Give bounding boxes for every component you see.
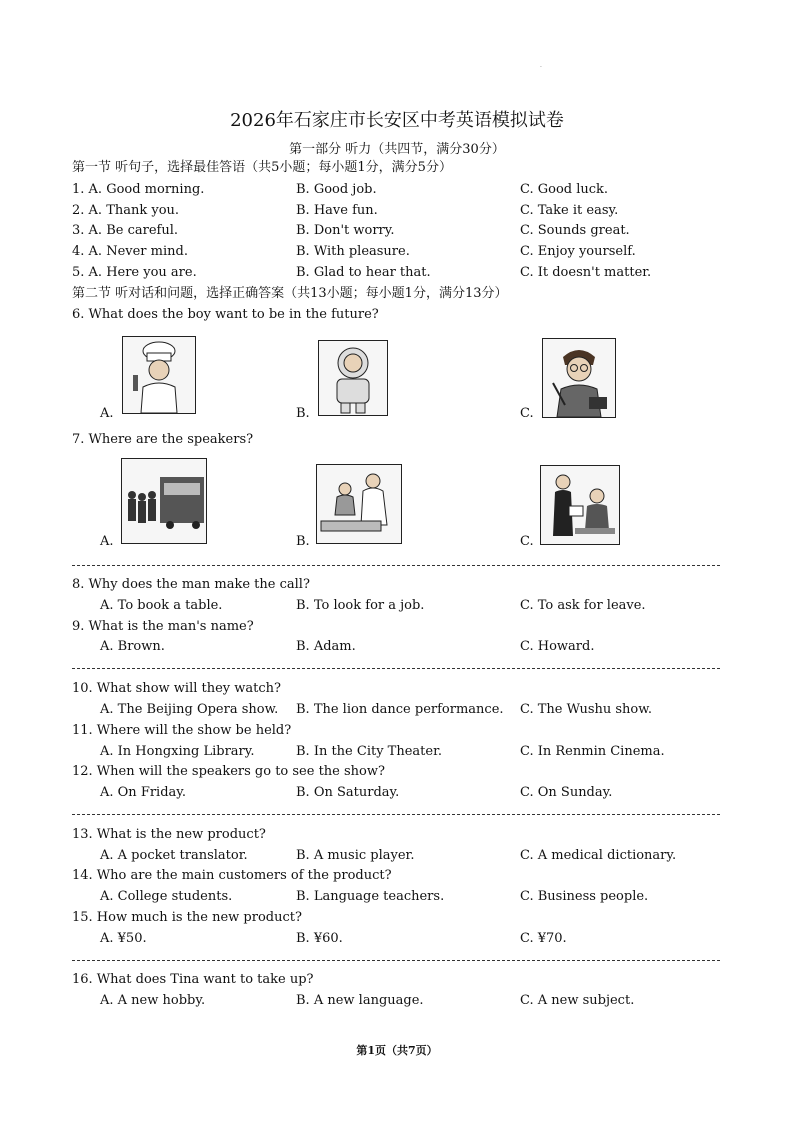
astronaut-icon <box>319 341 387 415</box>
q9-question: 9. What is the man's name? <box>72 619 254 634</box>
q13-option-c: C. A medical dictionary. <box>520 848 677 863</box>
q2-option-a: 2. A. Thank you. <box>72 203 180 218</box>
q4-option-a: 4. A. Never mind. <box>72 244 188 259</box>
q5-option-a: 5. A. Here you are. <box>72 265 197 280</box>
q12-option-b: B. On Saturday. <box>296 785 400 800</box>
q16-option-c: C. A new subject. <box>520 993 635 1008</box>
divider <box>72 668 720 669</box>
q7-question: 7. Where are the speakers? <box>72 432 254 447</box>
page-footer: 第1页（共7页） <box>356 1044 438 1057</box>
q14-option-c: C. Business people. <box>520 889 649 904</box>
q11-option-b: B. In the City Theater. <box>296 744 443 759</box>
divider <box>72 814 720 815</box>
q6-label-b: B. <box>296 406 310 421</box>
q10-option-a: A. The Beijing Opera show. <box>100 702 279 717</box>
q15-option-b: B. ¥60. <box>296 931 343 946</box>
q2-option-b: B. Have fun. <box>296 203 378 218</box>
teacher-picture <box>542 338 616 418</box>
q16-question: 16. What does Tina want to take up? <box>72 972 314 987</box>
q12-option-a: A. On Friday. <box>100 785 187 800</box>
q5-option-b: B. Glad to hear that. <box>296 265 431 280</box>
scan-mark: . <box>540 62 542 69</box>
q1-option-c: C. Good luck. <box>520 182 609 197</box>
q2-option-c: C. Take it easy. <box>520 203 619 218</box>
q12-question: 12. When will the speakers go to see the show? <box>72 764 385 779</box>
bus-stop-icon <box>122 459 206 543</box>
q13-option-a: A. A pocket translator. <box>100 848 248 863</box>
hospital-icon <box>317 465 401 543</box>
q3-option-b: B. Don't worry. <box>296 223 395 238</box>
restaurant-picture <box>540 465 620 545</box>
q16-option-b: B. A new language. <box>296 993 424 1008</box>
divider <box>72 960 720 961</box>
q1-option-a: 1. A. Good morning. <box>72 182 205 197</box>
q5-option-c: C. It doesn't matter. <box>520 265 652 280</box>
q9-option-b: B. Adam. <box>296 639 356 654</box>
q6-label-a: A. <box>100 406 114 421</box>
hospital-picture <box>316 464 402 544</box>
q7-label-c: C. <box>520 534 534 549</box>
teacher-icon <box>543 339 615 417</box>
q3-option-c: C. Sounds great. <box>520 223 630 238</box>
q14-option-b: B. Language teachers. <box>296 889 445 904</box>
exam-title: 2026年石家庄市长安区中考英语模拟试卷 <box>230 110 564 131</box>
q4-option-c: C. Enjoy yourself. <box>520 244 636 259</box>
q8-option-b: B. To look for a job. <box>296 598 425 613</box>
q9-option-a: A. Brown. <box>100 639 165 654</box>
q11-option-c: C. In Renmin Cinema. <box>520 744 665 759</box>
q14-question: 14. Who are the main customers of the product? <box>72 868 392 883</box>
q6-label-c: C. <box>520 406 534 421</box>
q11-question: 11. Where will the show be held? <box>72 723 292 738</box>
q10-option-b: B. The lion dance performance. <box>296 702 504 717</box>
q1-option-b: B. Good job. <box>296 182 377 197</box>
q9-option-c: C. Howard. <box>520 639 595 654</box>
divider <box>72 565 720 566</box>
bus-stop-picture <box>121 458 207 544</box>
q3-option-a: 3. A. Be careful. <box>72 223 178 238</box>
q13-question: 13. What is the new product? <box>72 827 266 842</box>
section1-heading: 第一节 听句子，选择最佳答语（共5小题；每小题1分，满分5分） <box>72 160 452 175</box>
q15-option-c: C. ¥70. <box>520 931 567 946</box>
q11-option-a: A. In Hongxing Library. <box>100 744 255 759</box>
restaurant-icon <box>541 466 619 544</box>
q15-question: 15. How much is the new product? <box>72 910 302 925</box>
astronaut-picture <box>318 340 388 416</box>
q10-option-c: C. The Wushu show. <box>520 702 652 717</box>
q15-option-a: A. ¥50. <box>100 931 147 946</box>
q10-question: 10. What show will they watch? <box>72 681 282 696</box>
q13-option-b: B. A music player. <box>296 848 415 863</box>
section2-heading: 第二节 听对话和问题，选择正确答案（共13小题；每小题1分，满分13分） <box>72 286 508 301</box>
q6-question: 6. What does the boy want to be in the future? <box>72 307 379 322</box>
q8-question: 8. Why does the man make the call? <box>72 577 310 592</box>
q12-option-c: C. On Sunday. <box>520 785 613 800</box>
q8-option-c: C. To ask for leave. <box>520 598 646 613</box>
q8-option-a: A. To book a table. <box>100 598 223 613</box>
q7-label-a: A. <box>100 534 114 549</box>
q16-option-a: A. A new hobby. <box>100 993 206 1008</box>
chef-icon <box>123 337 195 413</box>
q14-option-a: A. College students. <box>100 889 233 904</box>
q4-option-b: B. With pleasure. <box>296 244 410 259</box>
q7-label-b: B. <box>296 534 310 549</box>
chef-picture <box>122 336 196 414</box>
part1-heading: 第一部分 听力（共四节，满分30分） <box>289 142 505 157</box>
